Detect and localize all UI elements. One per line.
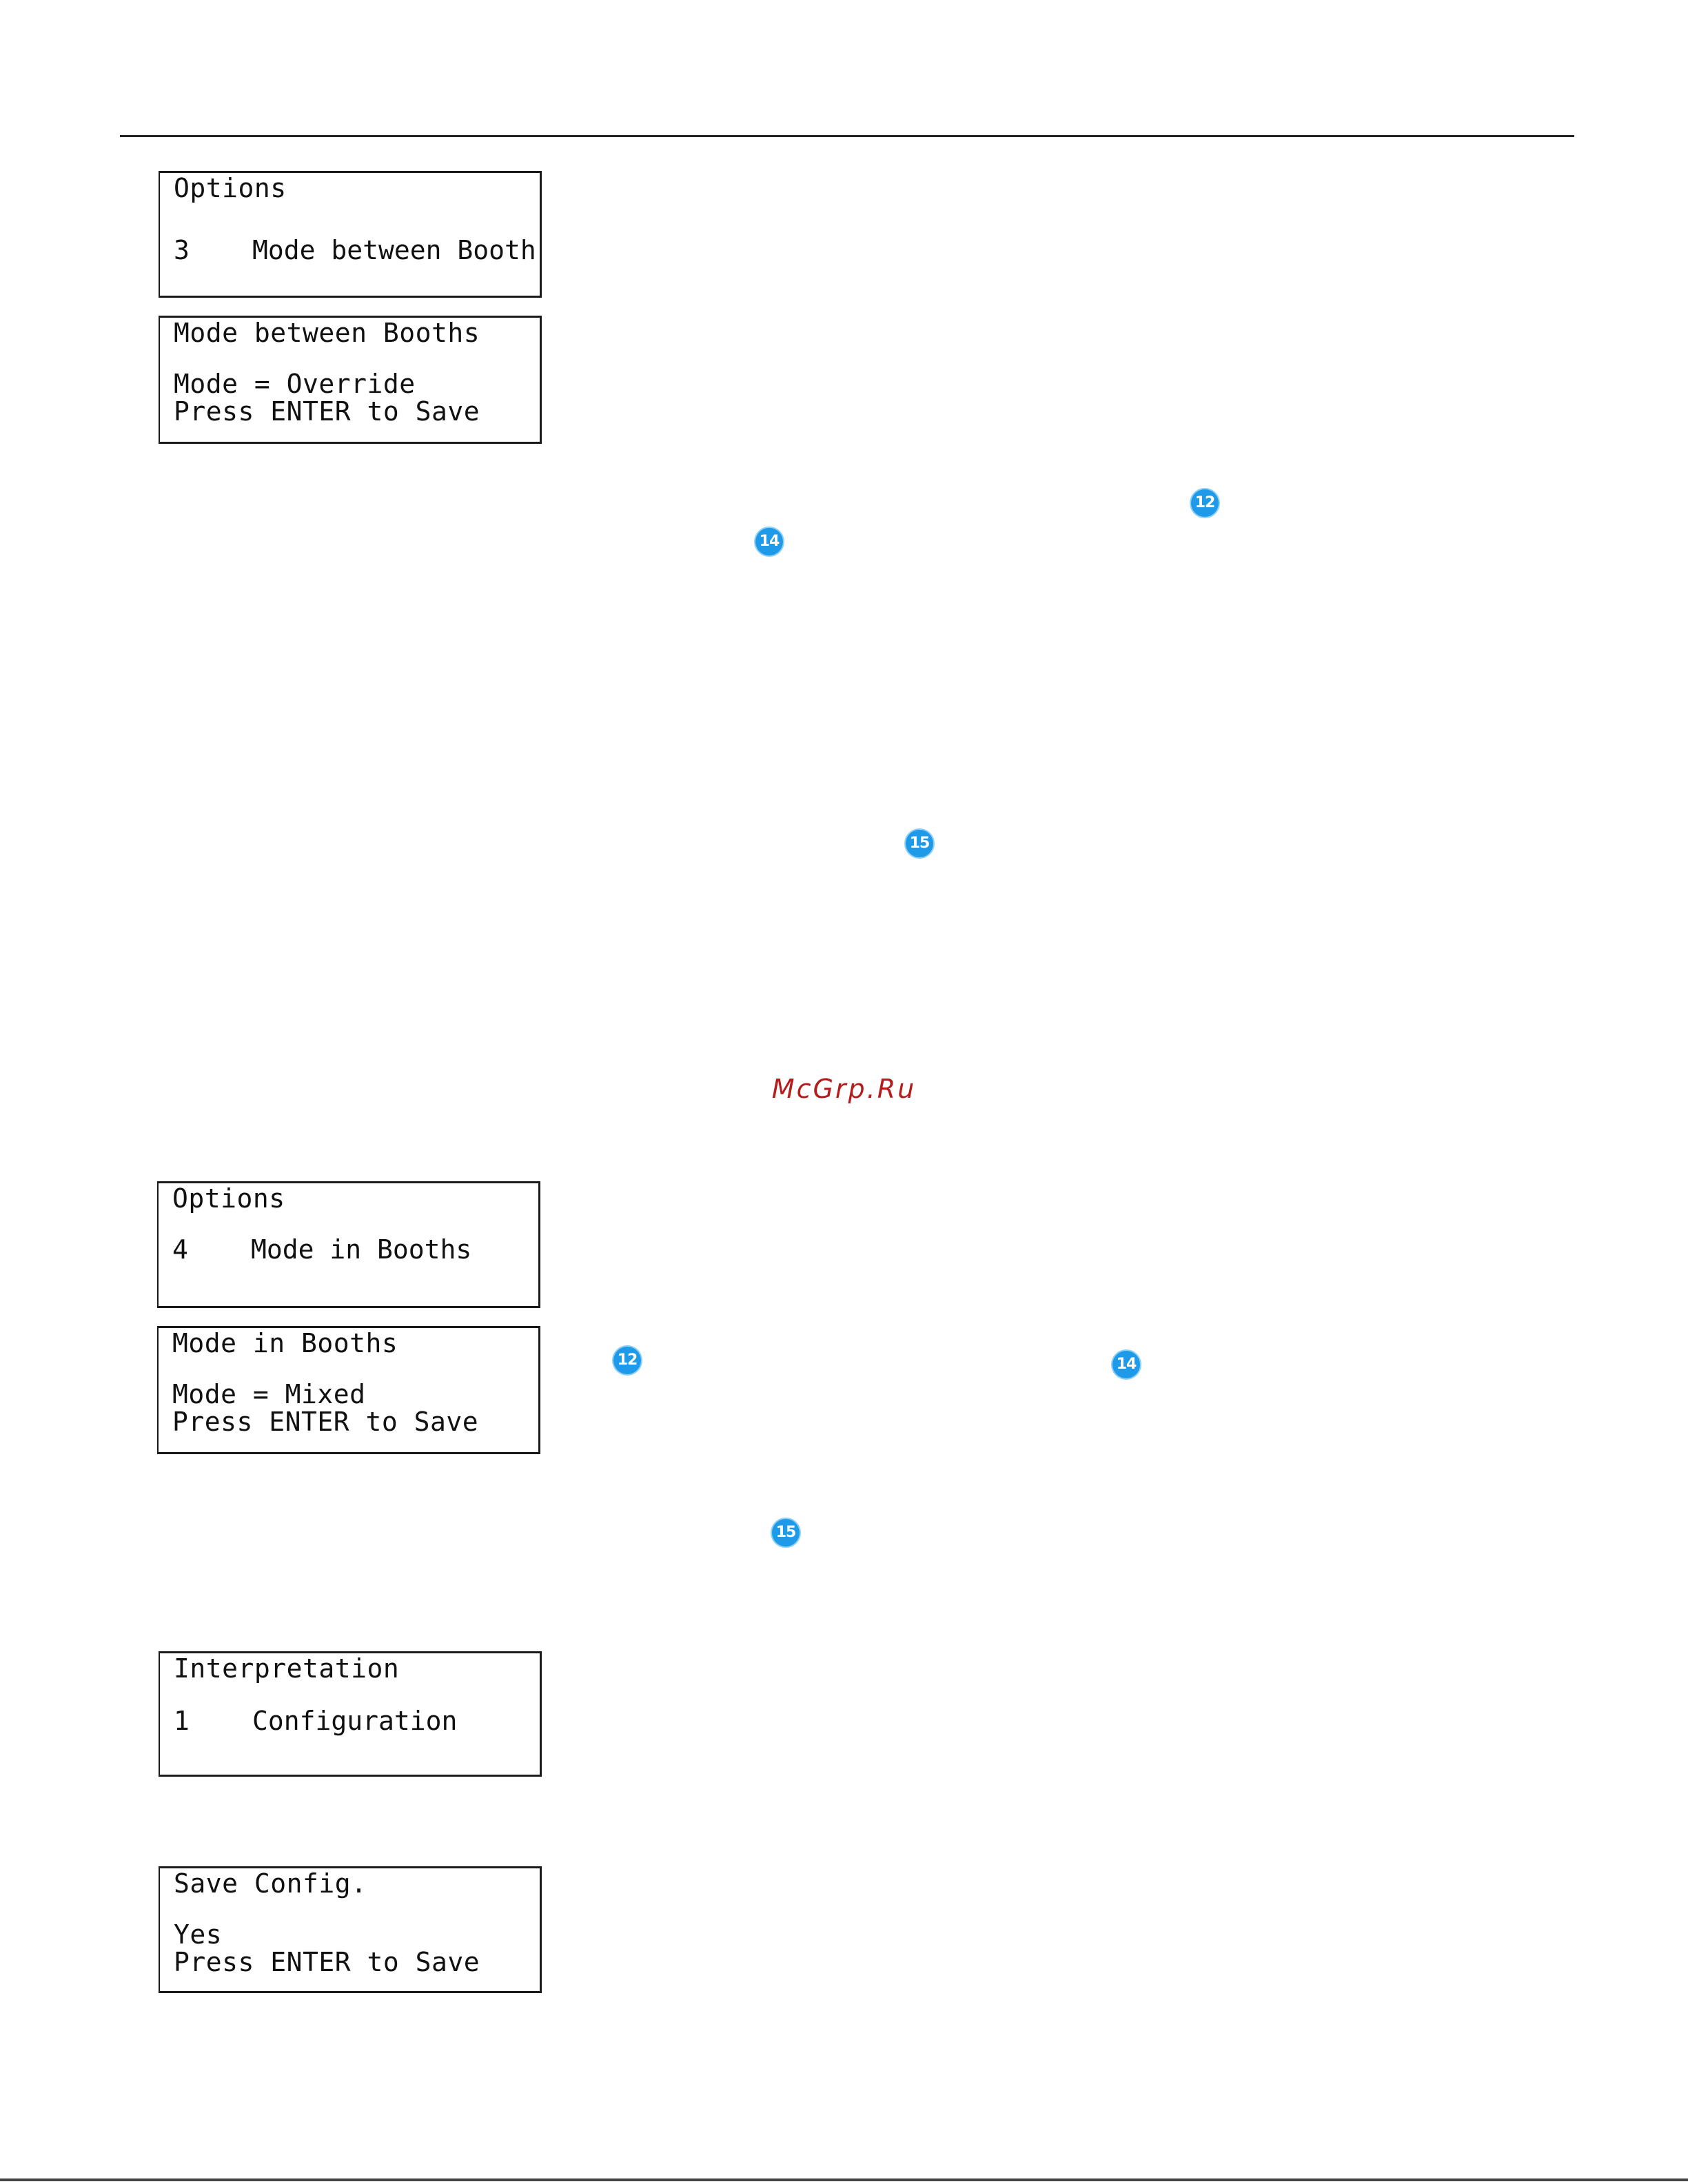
step-14-icon: 14 <box>755 528 783 555</box>
lcd-mode-value: Mode = Mixed <box>172 1379 366 1409</box>
lcd-title: Save Config. <box>174 1868 367 1899</box>
lcd-display-options-4 <box>157 1181 540 1308</box>
lcd-save-prompt: Press ENTER to Save <box>174 1947 480 1977</box>
lcd-title: Options <box>172 1183 285 1214</box>
watermark-text: McGrp.Ru <box>771 1074 917 1104</box>
lcd-title: Mode between Booths <box>174 318 480 348</box>
step-15-icon: 15 <box>772 1519 800 1547</box>
lcd-menu-item: Mode in Booths <box>251 1234 472 1265</box>
lcd-title: Options <box>174 173 287 203</box>
lcd-display-options-3 <box>159 171 542 298</box>
lcd-display-mode-in-booths <box>157 1326 540 1454</box>
lcd-display-interpretation <box>159 1651 542 1777</box>
lcd-mode-value: Mode = Override <box>174 369 416 399</box>
step-15-icon: 15 <box>906 830 933 857</box>
header-rule <box>120 135 1574 137</box>
lcd-save-prompt: Press ENTER to Save <box>174 396 480 427</box>
lcd-title: Interpretation <box>174 1653 400 1684</box>
lcd-menu-number: 4 <box>172 1234 188 1265</box>
lcd-save-prompt: Press ENTER to Save <box>172 1407 479 1437</box>
lcd-menu-number: 1 <box>174 1706 190 1736</box>
lcd-display-mode-between-booths <box>159 316 542 444</box>
lcd-menu-item: Mode between Booth <box>252 235 536 265</box>
footer-rule <box>0 2178 1688 2181</box>
lcd-yes-value: Yes <box>174 1919 223 1950</box>
lcd-menu-number: 3 <box>174 235 190 265</box>
lcd-menu-item: Configuration <box>252 1706 458 1736</box>
step-12-icon: 12 <box>613 1347 641 1374</box>
step-12-icon: 12 <box>1191 489 1219 517</box>
step-14-icon: 14 <box>1112 1351 1140 1378</box>
lcd-title: Mode in Booths <box>172 1328 398 1358</box>
lcd-display-save-config <box>159 1866 542 1993</box>
